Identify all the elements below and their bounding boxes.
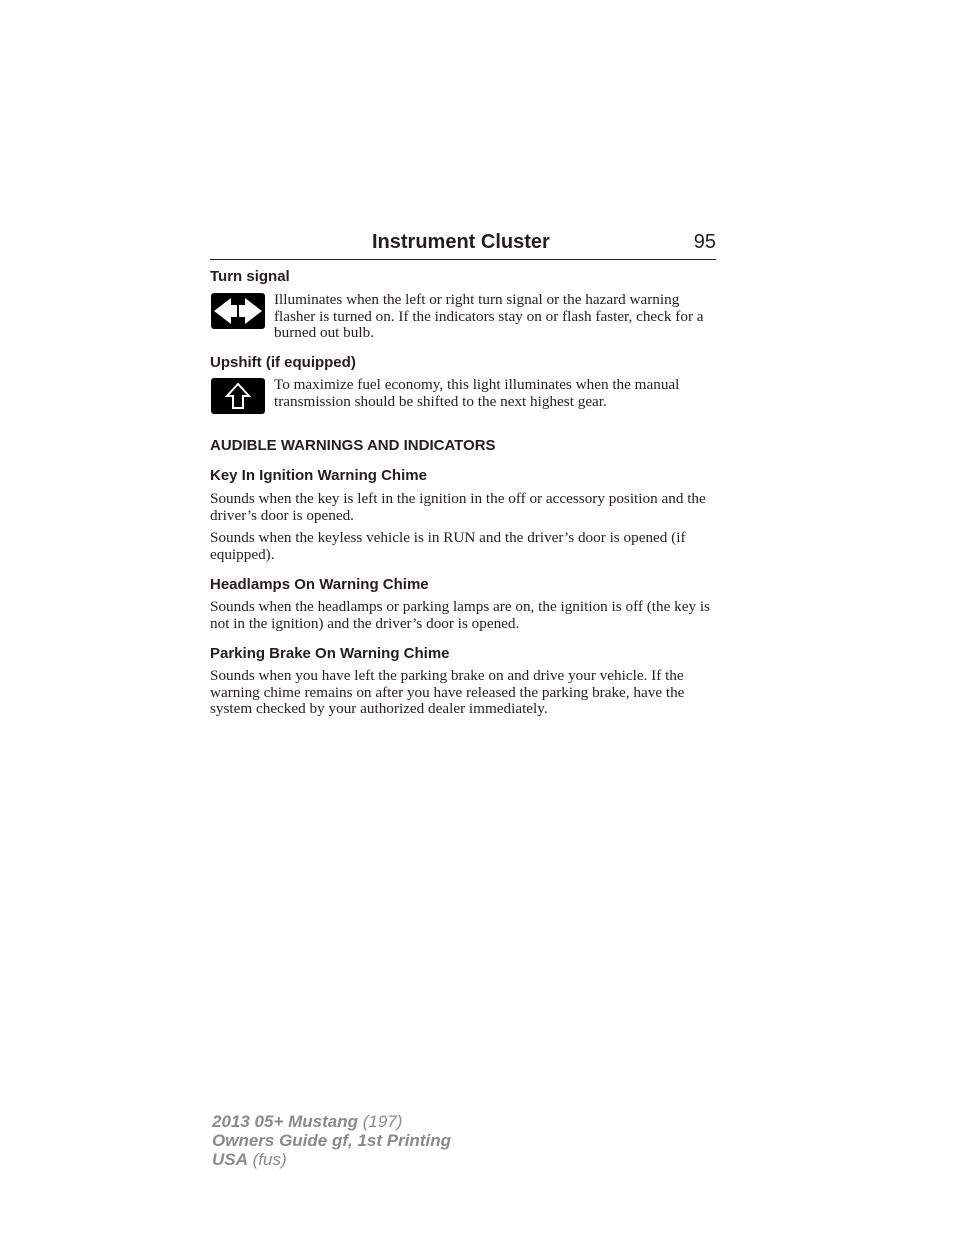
page-number: 95 [693,231,716,253]
footer-line-1 [212,1112,451,1131]
footer-line-2 [212,1131,451,1150]
footer-model: 2013 05+ Mustang [212,1112,358,1131]
key-chime-paragraph-2: Sounds when the keyless vehicle is in RUN and the driver’s door is opened (if equipped). [210,529,686,563]
turn-signal-heading: Turn signal [210,268,290,285]
section-title: Instrument Cluster [372,231,550,253]
upshift-arrow-icon [211,378,265,414]
footer-printing: Owners Guide gf, 1st Printing [212,1131,451,1150]
headlamps-chime-heading: Headlamps On Warning Chime [210,576,429,593]
page-header [210,229,716,260]
key-chime-heading: Key In Ignition Warning Chime [210,467,427,484]
parking-brake-chime-paragraph: Sounds when you have left the parking brake on and drive your vehicle. If the warning chime remains on after you have released the parking brake, have the system checked by your authorized dealer immediately. [210,667,685,717]
turn-signal-arrows-icon [211,293,265,329]
footer-line-3 [212,1150,451,1169]
footer-market-code: (fus) [252,1150,287,1169]
turn-signal-description: Illuminates when the left or right turn signal or the hazard warning flasher is turned on. If the indicators stay on or flash faster, check for a burned out bulb. [274,291,704,341]
key-chime-paragraph-1: Sounds when the key is left in the ignition in the off or accessory position and the driver’s door is opened. [210,490,706,524]
headlamps-chime-paragraph: Sounds when the headlamps or parking lamps are on, the ignition is off (the key is not in the ignition) and the driver’s door is opened. [210,598,710,632]
audible-warnings-heading: AUDIBLE WARNINGS AND INDICATORS [210,437,496,454]
upshift-description: To maximize fuel economy, this light illuminates when the manual transmission should be shifted to the next highest gear. [274,376,680,410]
parking-brake-chime-heading: Parking Brake On Warning Chime [210,645,450,662]
footer-model-code: (197) [362,1112,403,1131]
footer-market: USA [212,1150,248,1169]
print-footer [212,1112,451,1169]
upshift-heading: Upshift (if equipped) [210,354,356,371]
